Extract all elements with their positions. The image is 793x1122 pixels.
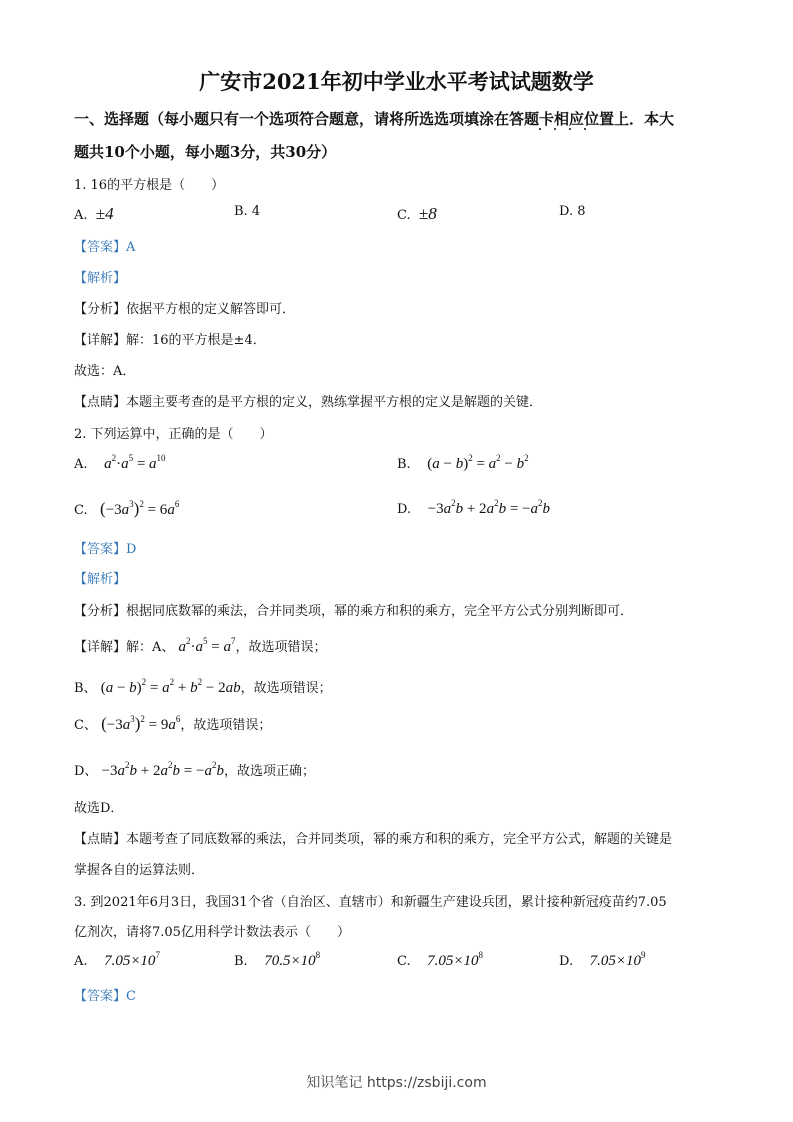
q1-option-c: C. ±8 xyxy=(397,204,437,223)
emphasis-dot xyxy=(584,128,586,130)
q2-detail-c: C、 $(-3a^3)^2 = 9a^6$，故选项错误； xyxy=(74,714,272,733)
q1-choose: 故选：A． xyxy=(74,364,136,379)
section-heading-line2: 题共10个小题，每小题3分，共30分） xyxy=(74,143,337,161)
q2-fenxi: 【分析】根据同底数幂的乘法，合并同类项，幂的乘方和积的乘方，完全平方公式分别判断即可． xyxy=(74,604,634,619)
question-2-stem: 2. 下列运算中，正确的是（ ） xyxy=(74,427,273,442)
q1-option-d: D. 8 xyxy=(559,204,586,219)
q1-fenxi: 【分析】依据平方根的定义解答即可． xyxy=(74,302,296,317)
q2-comment-line1: 【点睛】本题考查了同底数幂的乘法，合并同类项，幂的乘方和积的乘方，完全平方公式，解题的关键是 xyxy=(74,832,673,847)
q2-option-d-formula: $-3a^2b + 2a^2b = -a^2b$ xyxy=(427,498,550,517)
q2-option-c-formula: $(-3a^3)^2 = 6a^6$ xyxy=(100,499,180,518)
q3-option-d: D. $7.05\times 10^9$ xyxy=(559,950,646,969)
q2-detail-b: B、 $(a - b)^2 = a^2 + b^2 - 2ab$，故选项错误； xyxy=(74,677,332,696)
emphasis-dot xyxy=(539,128,541,130)
emphasis-dot xyxy=(569,128,571,130)
q3-option-a: A. $7.05\times 10^7$ xyxy=(74,950,160,969)
q2-option-c: C. $(-3a^3)^2 = 6a^6$ xyxy=(74,499,180,518)
q2-detail-d: D、 $-3a^2b + 2a^2b = -a^2b$，故选项正确； xyxy=(74,760,315,779)
q2-option-b: B. $(a - b)^2 = a^2 - b^2$ xyxy=(397,453,529,472)
q2-option-a: A. $a^2\cdot a^5 = a^{10}$ xyxy=(74,453,166,472)
question-3-stem-line2: 亿剂次，请将7.05亿用科学计数法表示（ ） xyxy=(74,925,350,940)
q1-comment: 【点睛】本题主要考查的是平方根的定义，熟练掌握平方根的定义是解题的关键． xyxy=(74,395,543,410)
q2-option-d: D. $-3a^2b + 2a^2b = -a^2b$ xyxy=(397,498,550,517)
q2-option-a-formula: $a^2\cdot a^5 = a^{10}$ xyxy=(104,453,166,472)
q2-comment-line2: 掌握各自的运算法则． xyxy=(74,863,205,878)
q3-option-c: C. $7.05\times 10^8$ xyxy=(397,950,484,969)
page-title: 广安市2021年初中学业水平考试试题数学 xyxy=(199,69,594,94)
q1-option-a: A. ±4 xyxy=(74,204,114,223)
footer-watermark: 知识笔记 https://zsbiji.com xyxy=(306,1075,487,1091)
question-1-stem: 1. 16的平方根是（ ） xyxy=(74,178,225,193)
q2-analysis-tag: 【解析】 xyxy=(74,572,127,587)
q3-answer: 【答案】C xyxy=(74,989,136,1004)
q2-option-b-formula: $(a - b)^2 = a^2 - b^2$ xyxy=(427,453,529,472)
question-3-stem-line1: 3. 到2021年6月3日，我国31个省（自治区、直辖市）和新疆生产建设兵团，累计接种新冠疫苗约7.05 xyxy=(74,895,667,910)
q2-choose: 故选D． xyxy=(74,801,124,816)
q2-detail-a: 【详解】解：A、 $a^2\cdot a^5 = a^7$，故选项错误； xyxy=(74,636,327,655)
q1-option-b: B. 4 xyxy=(234,204,261,219)
q1-detail: 【详解】解：16的平方根是±4． xyxy=(74,333,266,348)
q1-analysis-tag: 【解析】 xyxy=(74,271,127,286)
q1-answer: 【答案】A xyxy=(74,240,136,255)
q3-option-b: B. $70.5\times 10^8$ xyxy=(234,950,321,969)
q2-answer: 【答案】D xyxy=(74,542,137,557)
section-heading-line1: 一、选择题（每小题只有一个选项符合题意，请将所选选项填涂在答题卡相应位置上．本大 xyxy=(74,110,675,128)
emphasis-dot xyxy=(554,128,556,130)
